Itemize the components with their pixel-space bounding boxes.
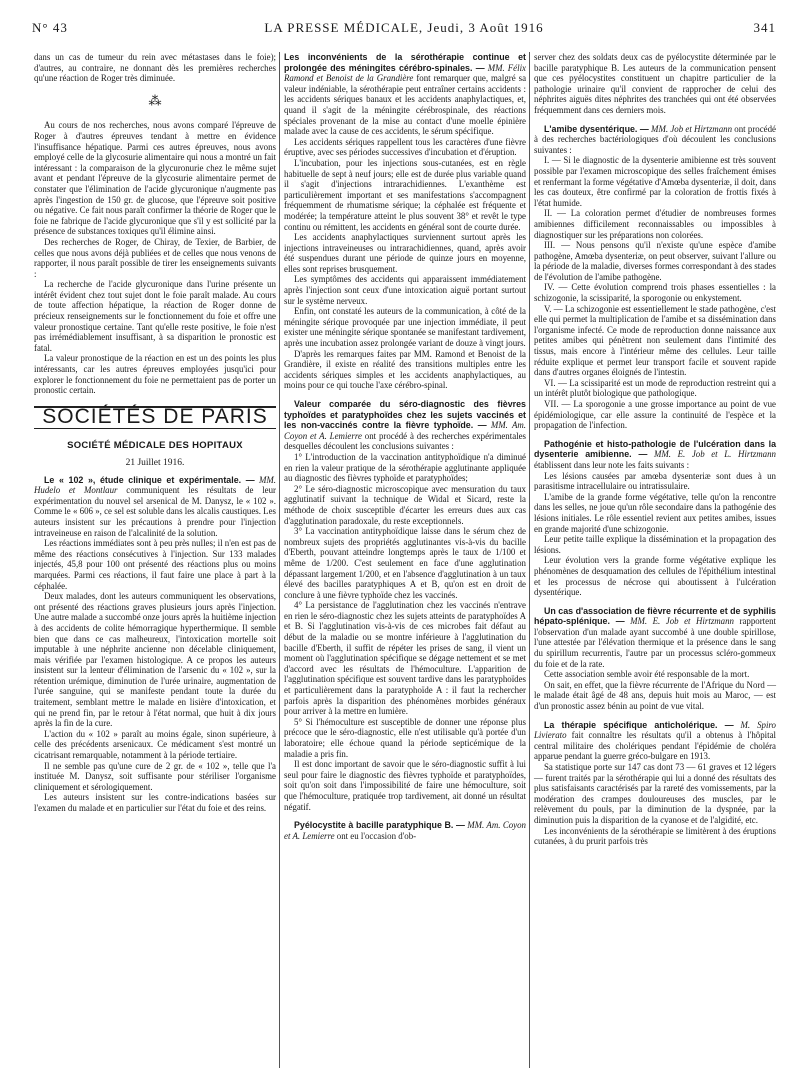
subheading: La thérapie spécifique anticholérique. — [544, 719, 734, 730]
paragraph: L'incubation, pour les injections sous-cutanées, est en règle habituelle de sept à neuf jours; elle est de durée plus variable quand il s'agit d'injections intrarachidiennes. L'exanthème est particulièrement important et ses manifestations s'accompagnent fréquemment de rhumatisme sérique; la céphalée est fréquente et modérée; la température atteint le plus souvent 38° et revêt le type continu ou rémittent, les accidents en général sont de courte durée. [284, 157, 526, 232]
paragraph: Les accidents sériques rappellent tous les caractères d'une fièvre éruptive, avec ses périodes successives d'incubation et d'éruption. [284, 136, 526, 158]
authors: MM. Am. Coyon et A. Lemierre [284, 820, 526, 841]
page-header [32, 20, 776, 38]
paragraph: Il ne semble pas qu'une cure de 2 gr. de « 102 », telle que l'a instituée M. Danysz, soit suffisante pour stériliser l'organisme cliniquement et sérologiquement. [34, 760, 276, 792]
paragraph: D'après les remarques faites par MM. Ramond et Benoist de la Grandière, il existe en réalité des transitions multiples entre les accidents sériques simples et les accidents anaphylactiques, au moins pour ce qui touche l'axe cérébro-spinal. [284, 348, 526, 391]
paragraph: Les réactions immédiates sont à peu près nulles; il n'en est pas de même des réactions consécutives à l'injection. Sur 133 malades injectés, 45,8 pour 100 ont présenté des réactions plus ou moins marquées. Parmi ces réactions, il faut faire une place à part à la céphalée. [34, 538, 276, 591]
paragraph [534, 124, 776, 156]
paragraph-text: établissent dans leur note les faits suivants : [534, 459, 690, 470]
society-title: SOCIÉTÉ MÉDICALE DES HOPITAUX [67, 440, 243, 452]
banner-rule [34, 428, 276, 429]
paragraph [34, 475, 276, 539]
paragraph: Les inconvénients de la sérothérapie se limitèrent à des éruptions cutanées, à du prurit parfois très [534, 825, 776, 847]
paragraph: dans un cas de tumeur du rein avec métastases dans le foie); d'autres, au contraire, ne donnant dès les premières recherches qu'une réaction de Roger très diminuée. [34, 52, 276, 84]
paragraph [534, 439, 776, 471]
paragraph: Cette association semble avoir été responsable de la mort. [544, 669, 750, 680]
column-divider [279, 52, 280, 1068]
paragraph [534, 606, 776, 670]
paragraph [284, 820, 526, 841]
authors: MM. Hudelo et Montlaur [34, 474, 276, 496]
paragraph-text: ont procédé à des recherches expérimentales desquelles découlent les conclusions suivantes : [284, 430, 526, 452]
paragraph: L'amibe de la grande forme végétative, telle qu'on la rencontre dans les selles, ne joue qu'un rôle secondaire dans la pathogénie des lésions initiales. Le rôle essentiel revient aux petites amibes, issues en grande majorité d'une schizogonie. [534, 491, 776, 534]
paragraph-text: communiquent les résultats de leur expérimentation du nouvel sel arsenical de M. Danysz, le « 102 ». Comme le « 606 », ce sel est soluble dans les alcalis caustiques. Les auteurs insistent sur les précautions à prendre pour l'injection intraveineuse en raison de l'alcalinité de la solution. [34, 485, 277, 538]
journal-title: LA PRESSE MÉDICALE, Jeudi, 3 Août 1916 [264, 20, 544, 35]
authors: M. Spiro Livierato [534, 719, 776, 741]
subheading: Un cas d'association de fièvre récurrente et de syphilis hépato-splénique. — [534, 605, 776, 627]
column-1 [34, 52, 276, 814]
list-item: I. — Si le diagnostic de la dysenterie amibienne est très souvent possible par l'examen microscopique des selles fraîchement émises et renfermant la forme végétative d'Amœba dysenteriæ, il doit, dans les cas douteux, être confirmé par la coloration de frottis fixés à l'état humide. [534, 155, 776, 208]
authors: MM. Job et Hirtzmann [651, 123, 733, 134]
page-number: 341 [753, 20, 776, 35]
paragraph [534, 720, 776, 762]
list-item: III. — Nous pensons qu'il n'existe qu'une espèce d'amibe pathogène, Amœba dysenteriæ, on peut observer, suivant l'allure ou la période de la maladie, diverses formes correspondant à des stades de l'évolution de l'amibe pathogène. [534, 240, 776, 282]
list-item: 4° La persistance de l'agglutination chez les vaccinés n'entrave en rien le séro-diagnostic chez les sujets atteints de paratyphoïdes A et B. Si l'agglutination vis-à-vis de ces microbes fait défaut au début de la maladie ou se montre inférieure à l'agglutination du bacille d'Eberth, il suffit de répéter les prises de sang, il vient un moment où l'agglutination spécifique se dégage nettement et se met d'accord avec les résultats de l'hémoculture. L'apparition de l'agglutination spécifique est souvent tardive dans les paratyphoïdes et particulièrement dans la paratyphoïde A : il faut la rechercher parfois après la disparition des phénomènes morbides généraux pour arriver à la mettre en lumière. [284, 600, 526, 717]
subheading: Les inconvénients de la sérothérapie continue et prolongée des méningites cérébro-spinales. — [284, 52, 526, 73]
paragraph-text: ont eu l'occasion d'ob- [336, 830, 417, 841]
list-item: II. — La coloration permet d'étudier de nombreuses formes amibiennes difficilement reconnaissables ou impossibles à diagnostiquer sur les préparations non colorées. [534, 208, 776, 240]
paragraph: La valeur pronostique de la réaction en est un des points les plus intéressants, car les autres épreuves employées jusqu'ici pour explorer le fonctionnement du foie ne permettaient pas de porter un pronostic certain. [34, 353, 276, 396]
subheading: Pathogénie et histo-pathologie de l'ulcération dans la dysenterie amibienne. — [534, 438, 776, 460]
paragraph: Au cours de nos recherches, nous avons comparé l'épreuve de Roger à d'autres épreuves tendant à mettre en évidence l'insuffisance hépatique. Parmi ces autres épreuves, nous avons employé celle de la glycosurie alimentaire qui nous a montré un fait intéressant : la comparaison de la glycuronurie chez le même sujet avant et pendant l'épreuve de la glycosurie alimentaire permet de constater que l'élimination de l'acide glycuronique n'augmente pas après l'ingestion de 150 gr. de glucose, que l'épreuve soit positive ou négative. Ce fait nous paraît confirmer la théorie de Roger que le foie ne fabrique de l'acide glycuronique que s'il y est sollicité par la présence de substances toxiques qu'il élimine ainsi. [34, 120, 276, 237]
subheading: L'amibe dysentérique. — [544, 123, 649, 134]
paragraph: Les symptômes des accidents qui apparaissent immédiatement après l'injection sont ceux d'une intoxication aiguë portant surtout sur le système nerveux. [284, 274, 526, 306]
section-separator: ⁂ [148, 92, 162, 108]
authors: MM. E. Job et L. Hirtzmann [653, 449, 776, 460]
column-divider [529, 52, 530, 1068]
paragraph: Les accidents anaphylactiques surviennent surtout après les injections intraveineuses ou intrarachidiennes, quand, après avoir été suspendues durant une période de quinze jours en moyenne, elles sont reprises brusquement. [284, 232, 526, 274]
paragraph: server chez des soldats deux cas de pyélocystite déterminée par le bacille paratyphique B. Les auteurs de la communication pensent que ces pyélocystites constituent un chapitre particulier de la pathologie urinaire qu'il convient de rapprocher de celui des néphrites aiguës dites néphrites des tranchées qui ont été observées fréquemment dans ces derniers mois. [534, 52, 776, 115]
paragraph: Leur petite taille explique la dissémination et la propagation des lésions. [534, 534, 776, 555]
paragraph: Leur évolution vers la grande forme végétative explique les phénomènes de desquamation des cellules de l'épithélium intestinal et les processus de nécrose qui aboutissent à l'ulcération dysentérique. [534, 555, 776, 598]
paragraph-text: fait connaître les résultats qu'il a obtenus à l'hôpital central militaire des cholériques pendant l'épidémie de choléra apparue pendant la guerre gréco-bulgare en 1913. [534, 730, 776, 762]
issue-number: N° 43 [32, 20, 68, 35]
paragraph: Sa statistique porte sur 147 cas dont 73 — 61 graves et 12 légers — furent traités par la sérothérapie qui lui a donné des résultats des plus satisfaisants caractérisés par la rareté des vomissements, par la modération des crampes douloureuses des muscles, par le relèvement du pouls, par la diminution de la dyspnée, par la diminution puis la disparition de la cyanose et de l'algidité, etc. [534, 762, 776, 825]
authors: MM. Am. Coyon et A. Lemierre [284, 420, 527, 441]
paragraph [284, 399, 526, 452]
list-item: VII. — La sporogonie a une grosse importance au point de vue épidémiologique, car elle assure la continuité de l'espèce et la propagation de l'infection. [534, 399, 776, 431]
paragraph: Des recherches de Roger, de Chiray, de Texier, de Barbier, de celles que nous avons déjà publiées et de celles que nous venons de rapporter, il nous paraît possible de tirer les enseignements suivants : [34, 236, 276, 279]
paragraph-text: font remarquer que, malgré sa valeur indéniable, la sérothérapie peut entraîner certains accidents : les accidents sériques banaux et les accidents anaphylactiques, et, quand il s'agit de la méningite cérébrospinale, des réactions spéciales provenant de la mise au contact d'une moelle épinière malade avec la cause de ces accidents, le sérum spécifique. [284, 73, 527, 137]
paragraph-text: ont procédé à des recherches bactériologiques d'où découlent les conclusions suivantes : [534, 123, 776, 155]
list-item: V. — La schizogonie est essentiellement le stade pathogène, c'est elle qui permet la multiplication de l'amibe et sa dissémination dans l'organisme infecté. Ce mode de reproduction donne naissance aux petites amibes qui pénètrent non seulement dans l'intimité des tissus, mais encore à l'intérieur même des cellules. Leur taille réduite explique et permet leur transport facile et souvent rapide dans d'autres organes éloignés de l'intestin. [534, 303, 776, 378]
paragraph: Les lésions causées par amœba dysenteriæ sont dues à un parasitisme intracellulaire ou intratissulaire. [534, 470, 776, 492]
paragraph-text: rapportent l'observation d'un malade ayant succombé à une double spirillose, l'une attestée par l'élévation thermique et la présence dans le sang du spirillum recurrentis, l'autre par un processus scléro-gommeux du foie et de la rate. [534, 616, 776, 669]
authors: MM. E. Job et Hirtzmann [630, 616, 734, 627]
column-3 [534, 52, 776, 847]
list-item: 3° La vaccination antityphoïdique laisse dans le sérum chez de nombreux sujets des propriétés agglutinantes vis-à-vis du bacille d'Eberth, pouvant atteindre longtemps après le taux de 1/100 et même de 1/200. C'est seulement en face d'une agglutination dépassant largement 1/200, et en l'absence d'agglutination à un taux élevé des bacilles paratyphiques A et B, qu'on est en droit de conclure à une fièvre typhoïde chez les vaccinés. [284, 526, 526, 600]
paragraph: On sait, en effet, que la fièvre récurrente de l'Afrique du Nord — le malade était âgé de 48 ans, depuis huit mois au Maroc, — est d'un pronostic assez bénin au point de vue vital. [534, 679, 776, 712]
paragraph: Il est donc important de savoir que le séro-diagnostic suffit à lui seul pour faire le diagnostic des fièvres typhoïde et paratyphoïdes, soit qu'on soit dans l'impossibilité de faire une hémoculture, soit que l'hémoculture, pratiquée trop tardivement, ait donné un résultat négatif. [284, 759, 526, 812]
column-2 [284, 52, 526, 841]
paragraph: Les auteurs insistent sur les contre-indications basées sur l'examen du malade et en particulier sur l'état du foie et des reins. [34, 792, 276, 813]
list-item: 2° Le séro-diagnostic microscopique avec mensuration du taux agglutinatif suivant la technique de Widal et Sicard, reste la méthode de choix susceptible d'écarter les erreurs dues aux cas d'agglutination paradoxale, du reste exceptionnels. [284, 483, 526, 526]
section-banner: SOCIÉTÉS DE PARIS [42, 404, 268, 428]
paragraph: La recherche de l'acide glycuronique dans l'urine présente un intérêt évident chez tout sujet dont le foie paraît malade. Au cours de toute affection hépatique, la réaction de Roger donne de précieux renseignements sur le fonctionnement du foie et offre une valeur pronostique certaine. Tant qu'elle reste positive, le foie n'est pas irrémédiablement insuffisant, à sa disparition le pronostic est fatal. [34, 279, 276, 353]
paragraph: Deux malades, dont les auteurs communiquent les observations, ont présenté des réactions graves plusieurs jours après l'injection. Une autre malade a succombé onze jours après la huitième injection à des accidents de colite hémorragique hyperthermique. Il semble bien que dans ce cas malheureux, l'intoxication mortelle soit imputable à une néphrite ancienne non décelable cliniquement, mais vérifiée par l'examen histologique. A ce propos les auteurs insistent sur la lenteur d'élimination de l'arsenic du « 102 », sur la rétention urémique, diminution de l'urée urinaire, augmentation de l'urée sanguine, qui se manifeste pendant toute la durée du traitement, semblant mettre le malade en lisière d'intoxication, et qui ne prend fin, par le retour à l'état normal, que huit à dix jours après la fin de la cure. [34, 591, 276, 729]
authors: MM. Félix Ramond et Benoist de la Grandière [284, 62, 526, 84]
paragraph: L'action du « 102 » paraît au moins égale, sinon supérieure, à celle des précédents arsenicaux. Ce médicament s'est montré un cicatrisant remarquable, notamment à la période tertiaire. [34, 728, 276, 761]
list-item: 1° L'introduction de la vaccination antityphoïdique n'a diminué en rien la valeur pratique de la sérothérapie agglutinante appliquée au diagnostic des fièvres typhoïde et paratyphoïdes; [284, 451, 526, 484]
subheading: Pyélocystite à bacille paratyphique B. — [294, 820, 465, 831]
paragraph: Enfin, ont constaté les auteurs de la communication, à côté de la méningite sérique provoquée par une injection immédiate, il peut exister une méningite sérique spontanée se manifestant tardivement, après une incubation assez prolongée variant de douze à vingt jours. [284, 306, 527, 349]
list-item: 5° Si l'hémoculture est susceptible de donner une réponse plus précoce que le séro-diagnostic, elle n'est utilisable qu'à portée d'un laboratoire; elle échoue quand la période septicémique de la maladie a pris fin. [284, 716, 526, 759]
subheading: Le « 102 », étude clinique et expérimentale. — [44, 474, 255, 485]
subheading: Valeur comparée du séro-diagnostic des fièvres typhoïdes et paratyphoïdes chez les sujets vaccinés et les non-vaccinés contre la fièvre typhoïde. — [284, 399, 526, 431]
session-date: 21 Juillet 1916. [125, 458, 185, 468]
list-item: VI. — La scissiparité est un mode de reproduction restreint qui a un intérêt plutôt biologique que pathologique. [534, 377, 776, 399]
paragraph [284, 52, 526, 137]
list-item: IV. — Cette évolution comprend trois phases essentielles : la schizogonie, la scissiparité, la sporogonie ou enkystement. [534, 282, 776, 304]
